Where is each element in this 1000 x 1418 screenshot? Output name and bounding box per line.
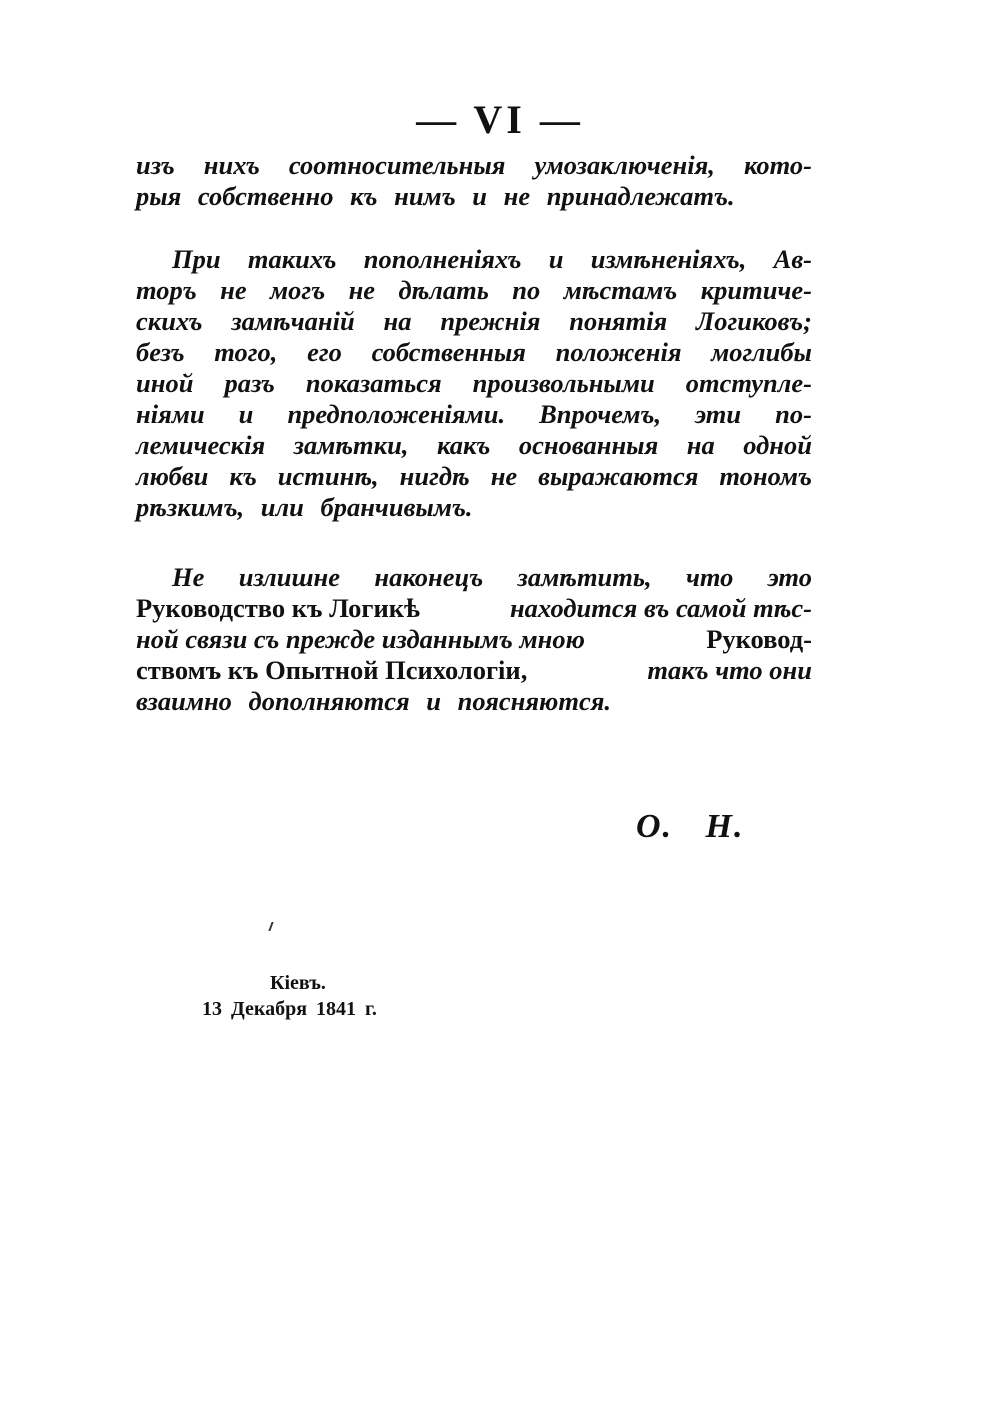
page-number: — VI — [416, 97, 584, 142]
text-line: лемическія замѣтки, какъ основанныя на одной [136, 430, 812, 460]
text-line: рыя собственно къ нимъ и не принадлежатъ. [136, 181, 735, 211]
text-line [136, 593, 812, 624]
text-line: При такихъ пополненіяхъ и измѣненіяхъ, Ав- [172, 244, 812, 274]
text-line: изъ нихъ соотносительныя умозаключенія, кото- [136, 150, 812, 180]
paragraph-2 [136, 244, 812, 523]
text-line: Не излишне наконецъ замѣтить, что это [172, 562, 812, 592]
book-title-fragment: Руковод- [706, 624, 812, 654]
text-line [136, 655, 812, 686]
book-title-logic: Руководство къ Логикѣ [136, 593, 420, 623]
text-line: рѣзкимъ, или бранчивымъ. [136, 492, 473, 522]
book-title-psychology: ствомъ къ Опытной Психологіи, [136, 655, 528, 685]
ink-mark [268, 922, 273, 931]
text-line: взаимно дополняются и поясняются. [136, 686, 612, 716]
paragraph-1 [136, 150, 812, 212]
text-line: любви къ истинѣ, нигдѣ не выражаются тономъ [136, 461, 812, 491]
place-line: Кіевъ. [270, 972, 326, 994]
paragraph-3 [136, 562, 812, 717]
text-fragment: такъ что они [647, 655, 812, 685]
text-fragment: ной связи съ прежде изданнымъ мною [136, 624, 585, 654]
text-line: скихъ замѣчаній на прежнія понятія Логиковъ; [136, 306, 812, 336]
text-fragment: находится въ самой тѣс- [509, 593, 812, 623]
text-line: иной разъ показаться произвольными отступле- [136, 368, 812, 398]
date-line: 13 Декабря 1841 г. [202, 998, 377, 1020]
text-line [136, 624, 812, 655]
text-line: безъ того, его собственныя положенія моглибы [136, 337, 812, 367]
text-line: ніями и предположеніями. Впрочемъ, эти по- [136, 399, 812, 429]
author-signature: О. Н. [636, 808, 745, 845]
text-line: торъ не могъ не дѣлать по мѣстамъ критиче- [136, 275, 812, 305]
